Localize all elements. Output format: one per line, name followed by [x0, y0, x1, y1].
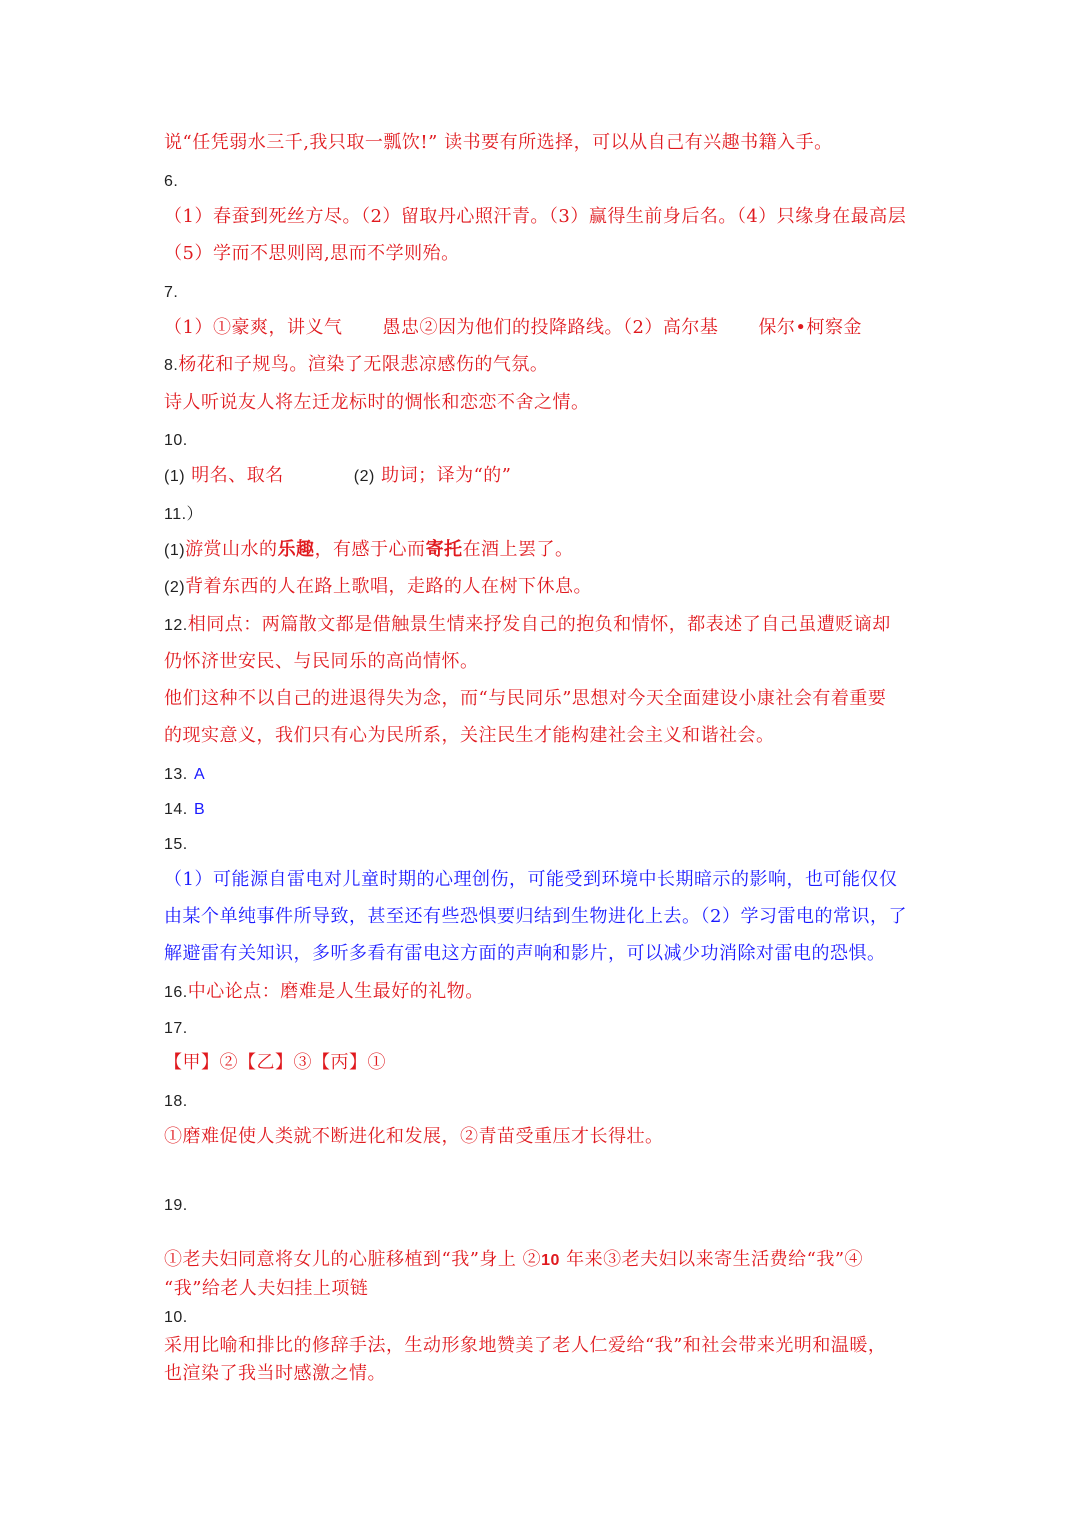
answer-text: （1）①豪爽，讲义气: [164, 317, 343, 338]
question-number: 16.: [164, 984, 188, 1001]
answer-text: 保尔•柯察金: [758, 317, 863, 338]
answer-line: 诗人听说友人将左迁龙标时的惆怅和恋恋不舍之情。: [164, 392, 590, 413]
answer-line: 他们这种不以自己的进退得失为念，而“与民同乐”思想对今天全面建设小康社会有着重要: [164, 688, 887, 709]
question-number: 19.: [164, 1197, 188, 1214]
answer-text: 助词；译为“的”: [381, 465, 512, 486]
answer-text: 愚忠②因为他们的投降路线。（2）高尔基: [382, 317, 719, 338]
answer-line: [164, 353, 548, 378]
answer-line: （1）春蚕到死丝方尽。（2）留取丹心照汗青。（3）赢得生前身后名。（4）只缘身在最高层: [164, 206, 907, 227]
choice-answer: B: [193, 801, 206, 818]
answer-line: [164, 1248, 863, 1273]
answer-line: [164, 980, 484, 1005]
answer-text: 相同点：两篇散文都是借触景生情来抒发自己的抱负和情怀，都表述了自己虽遭贬谪却: [187, 614, 891, 635]
answer-line: [164, 797, 205, 822]
question-number: 13.: [164, 766, 188, 783]
sub-number: (2): [164, 579, 186, 596]
answer-text: 杨花和子规鸟。渲染了无限悲凉感伤的气氛。: [178, 354, 549, 375]
answer-line: （5）学而不思则罔,思而不学则殆。: [164, 243, 460, 264]
answer-text: 背着东西的人在路上歌唱，走路的人在树下休息。: [185, 576, 593, 597]
answer-line: 采用比喻和排比的修辞手法，生动形象地赞美了老人仁爱给“我”和社会带来光明和温暖，: [164, 1335, 887, 1356]
question-number: 18.: [164, 1093, 188, 1110]
answer-line: “我”给老人夫妇挂上项链: [164, 1278, 369, 1299]
answer-line: 【甲】②【乙】③【丙】①: [164, 1052, 386, 1073]
question-number: 6.: [164, 173, 179, 190]
emphasis-text: 乐趣: [277, 539, 315, 560]
answer-text: 在酒上罢了。: [462, 539, 574, 560]
answer-line: [164, 316, 862, 340]
emphasis-text: 10: [541, 1252, 560, 1269]
answer-text: 明名、取名: [191, 465, 284, 486]
question-number: 10.: [164, 1309, 188, 1326]
answer-line: （1）可能源自雷电对儿童时期的心理创伤，可能受到环境中长期暗示的影响，也可能仅仅: [164, 869, 898, 890]
emphasis-text: 寄托: [425, 539, 463, 560]
question-number: 15.: [164, 836, 188, 853]
choice-answer: A: [193, 766, 206, 783]
answer-line: 仍怀济世安民、与民同乐的高尚情怀。: [164, 651, 479, 672]
sub-number: (1): [164, 542, 186, 559]
question-number: 8.: [164, 357, 179, 374]
answer-line: [164, 762, 205, 787]
answer-line: 的现实意义，我们只有心为民所系，关注民生才能构建社会主义和谐社会。: [164, 725, 775, 746]
answer-line: 说“任凭弱水三千,我只取一瓢饮!” 读书要有所选择，可以从自己有兴趣书籍入手。: [164, 132, 833, 153]
question-number: 12.: [164, 617, 188, 634]
answer-line: [164, 613, 891, 638]
answer-line: 解避雷有关知识，多听多看有雷电这方面的声响和影片，可以减少功消除对雷电的恐惧。: [164, 943, 886, 964]
answer-line: ①磨难促使人类就不断进化和发展，②青苗受重压才长得壮。: [164, 1126, 664, 1147]
question-number: 10.: [164, 432, 188, 449]
sub-number: (1): [164, 468, 186, 485]
answer-text: ，有感于心而: [314, 539, 426, 560]
answer-line: 也渲染了我当时感激之情。: [164, 1363, 386, 1384]
question-number: 14.: [164, 801, 188, 818]
question-number: 7.: [164, 284, 179, 301]
answer-text: 年来③老夫妇以来寄生活费给“我”④: [559, 1249, 864, 1270]
answer-text: 游赏山水的: [185, 539, 278, 560]
answer-line: [164, 538, 574, 563]
answer-line: [164, 464, 512, 489]
answer-text: ①老夫妇同意将女儿的心脏移植到“我”身上 ②: [164, 1249, 542, 1270]
question-number: 11.）: [164, 506, 204, 523]
answer-line: [164, 575, 592, 600]
question-number: 17.: [164, 1020, 188, 1037]
answer-text: 中心论点：磨难是人生最好的礼物。: [187, 981, 484, 1002]
sub-number: (2): [353, 468, 375, 485]
answer-line: 由某个单纯事件所导致，甚至还有些恐惧要归结到生物进化上去。（2）学习雷电的常识，了: [164, 906, 907, 927]
